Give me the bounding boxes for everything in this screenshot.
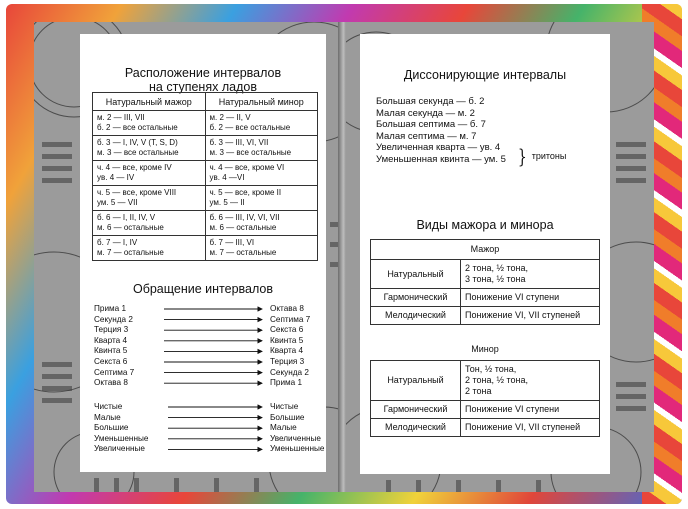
mode-desc: Понижение VI, VII ступеней	[461, 418, 600, 436]
major-table	[370, 239, 600, 325]
table-row	[93, 161, 318, 186]
quality-left-list	[94, 402, 148, 455]
list-item: Малая секунда — м. 2	[376, 107, 475, 119]
cell-line: м. 6 — остальные	[209, 223, 277, 232]
list-item: Септима 7	[94, 367, 135, 377]
list-item: Октава 8	[94, 378, 128, 388]
list-item: Малые	[94, 412, 121, 422]
table-row	[371, 360, 600, 400]
list-item: Чистые	[270, 402, 299, 411]
right-page	[346, 22, 654, 492]
brace-icon: }	[517, 144, 527, 168]
table-row	[371, 289, 600, 307]
table-row	[371, 418, 600, 436]
list-item: Уменьшенные	[270, 444, 325, 454]
list-item: Малые	[270, 423, 297, 433]
list-item: Увеличенные	[94, 444, 145, 454]
list-item: Увеличенная кварта — ув. 4	[376, 142, 501, 153]
interval-table-title: Расположение интервалов на ступенях ладов	[124, 66, 282, 94]
list-item: Терция 3	[94, 325, 129, 335]
table-row	[93, 186, 318, 211]
cell-line: б. 6 — III, IV, VI, VII	[209, 213, 280, 222]
list-item: Чистые	[94, 402, 123, 411]
cell-line: б. 6 — I, II, IV, V	[97, 213, 156, 222]
mode-desc: Тон, ½ тона, 2 тона, ½ тона, 2 тона	[461, 360, 600, 400]
cell-line: б. 2 — все остальные	[97, 123, 178, 132]
minor-header: Минор	[471, 344, 499, 355]
tritone-label: тритоны	[531, 151, 567, 161]
inversion-title: Обращение интервалов	[132, 282, 274, 296]
major-header: Мажор	[371, 240, 600, 260]
column-header-major: Натуральный мажор	[93, 93, 206, 111]
cell-line: м. 6 — остальные	[97, 223, 164, 232]
cell-line: ч. 5 — все, кроме II	[209, 188, 282, 197]
table-row	[371, 400, 600, 418]
table-row	[93, 211, 318, 236]
minor-table	[370, 340, 600, 437]
list-item: Прима 1	[270, 378, 303, 388]
inversion-left-list	[94, 304, 134, 389]
list-item: Секунда 2	[270, 367, 309, 377]
cell-line: м. 3 — все остальные	[209, 148, 292, 157]
list-item: Октава 8	[270, 304, 304, 313]
table-row	[93, 236, 318, 261]
mode-desc: Понижение VI ступени	[461, 289, 600, 307]
inversion-right-list	[270, 304, 310, 389]
quality-arrows	[162, 402, 266, 458]
left-page	[34, 22, 342, 492]
list-item: Прима 1	[94, 304, 127, 313]
cell-line: б. 3 — III, VI, VII	[209, 138, 269, 147]
list-item: Большая септима — б. 7	[376, 119, 486, 130]
list-item: Большие	[270, 412, 305, 422]
cell-line: б. 7 — I, IV	[97, 238, 138, 247]
mode-name: Мелодический	[371, 418, 461, 436]
left-content-panel	[80, 34, 326, 472]
cell-line: м. 2 — II, V	[209, 113, 251, 122]
list-item: Увеличенные	[270, 433, 321, 443]
mode-desc: Понижение VI, VII ступеней	[461, 307, 600, 325]
tritone-group	[516, 146, 566, 166]
column-header-minor: Натуральный минор	[205, 93, 318, 111]
cell-line: м. 7 — остальные	[209, 248, 277, 257]
dissonant-list	[376, 96, 506, 165]
cell-line: б. 7 — III, VI	[209, 238, 255, 247]
mode-desc: 2 тона, ½ тона, 3 тона, ½ тона	[461, 260, 600, 289]
right-content-panel	[360, 34, 610, 474]
list-item: Уменьшенные	[94, 433, 149, 443]
cell-line: ув. 4 —VI	[209, 173, 245, 182]
mode-desc: Понижение VI ступени	[461, 400, 600, 418]
cell-line: ум. 5 — II	[209, 198, 245, 207]
list-item: Кварта 4	[270, 346, 303, 356]
modes-title: Виды мажора и минора	[416, 218, 554, 232]
list-item: Терция 3	[270, 356, 305, 366]
list-item: Септима 7	[270, 314, 311, 324]
mode-name: Натуральный	[371, 260, 461, 289]
list-item: Кварта 4	[94, 335, 127, 345]
dissonant-title: Диссонирующие интервалы	[403, 68, 567, 82]
cell-line: б. 3 — I, IV, V (T, S, D)	[97, 138, 178, 147]
cell-line: м. 7 — остальные	[97, 248, 164, 257]
table-row	[93, 136, 318, 161]
table-row	[93, 111, 318, 136]
cell-line: ув. 4 — IV	[97, 173, 135, 182]
cell-line: м. 2 — III, VII	[97, 113, 145, 122]
cell-line: б. 2 — все остальные	[209, 123, 291, 132]
list-item: Большая секунда — б. 2	[376, 96, 485, 107]
mode-name: Мелодический	[371, 307, 461, 325]
list-item: Малая септима — м. 7	[376, 130, 477, 142]
inversion-arrows	[162, 304, 266, 390]
mode-name: Гармонический	[371, 400, 461, 418]
list-item: Квинта 5	[270, 335, 304, 345]
mode-name: Гармонический	[371, 289, 461, 307]
cell-line: ч. 4 — все, кроме IV	[97, 163, 172, 172]
list-item: Большие	[94, 423, 129, 433]
list-item: Секста 6	[270, 325, 304, 335]
list-item: Квинта 5	[94, 346, 128, 356]
list-item: Секунда 2	[94, 314, 133, 324]
cell-line: ум. 5 — VII	[97, 198, 138, 207]
quality-right-list	[270, 402, 324, 455]
mode-name: Натуральный	[371, 360, 461, 400]
table-row	[371, 260, 600, 289]
cell-line: ч. 4 — все, кроме VI	[209, 163, 285, 172]
list-item: Уменьшенная квинта — ум. 5	[376, 153, 506, 165]
interval-degree-table	[92, 92, 318, 261]
table-row	[371, 307, 600, 325]
cell-line: ч. 5 — все, кроме VIII	[97, 188, 177, 197]
cell-line: м. 3 — все остальные	[97, 148, 179, 157]
list-item: Секста 6	[94, 356, 128, 366]
